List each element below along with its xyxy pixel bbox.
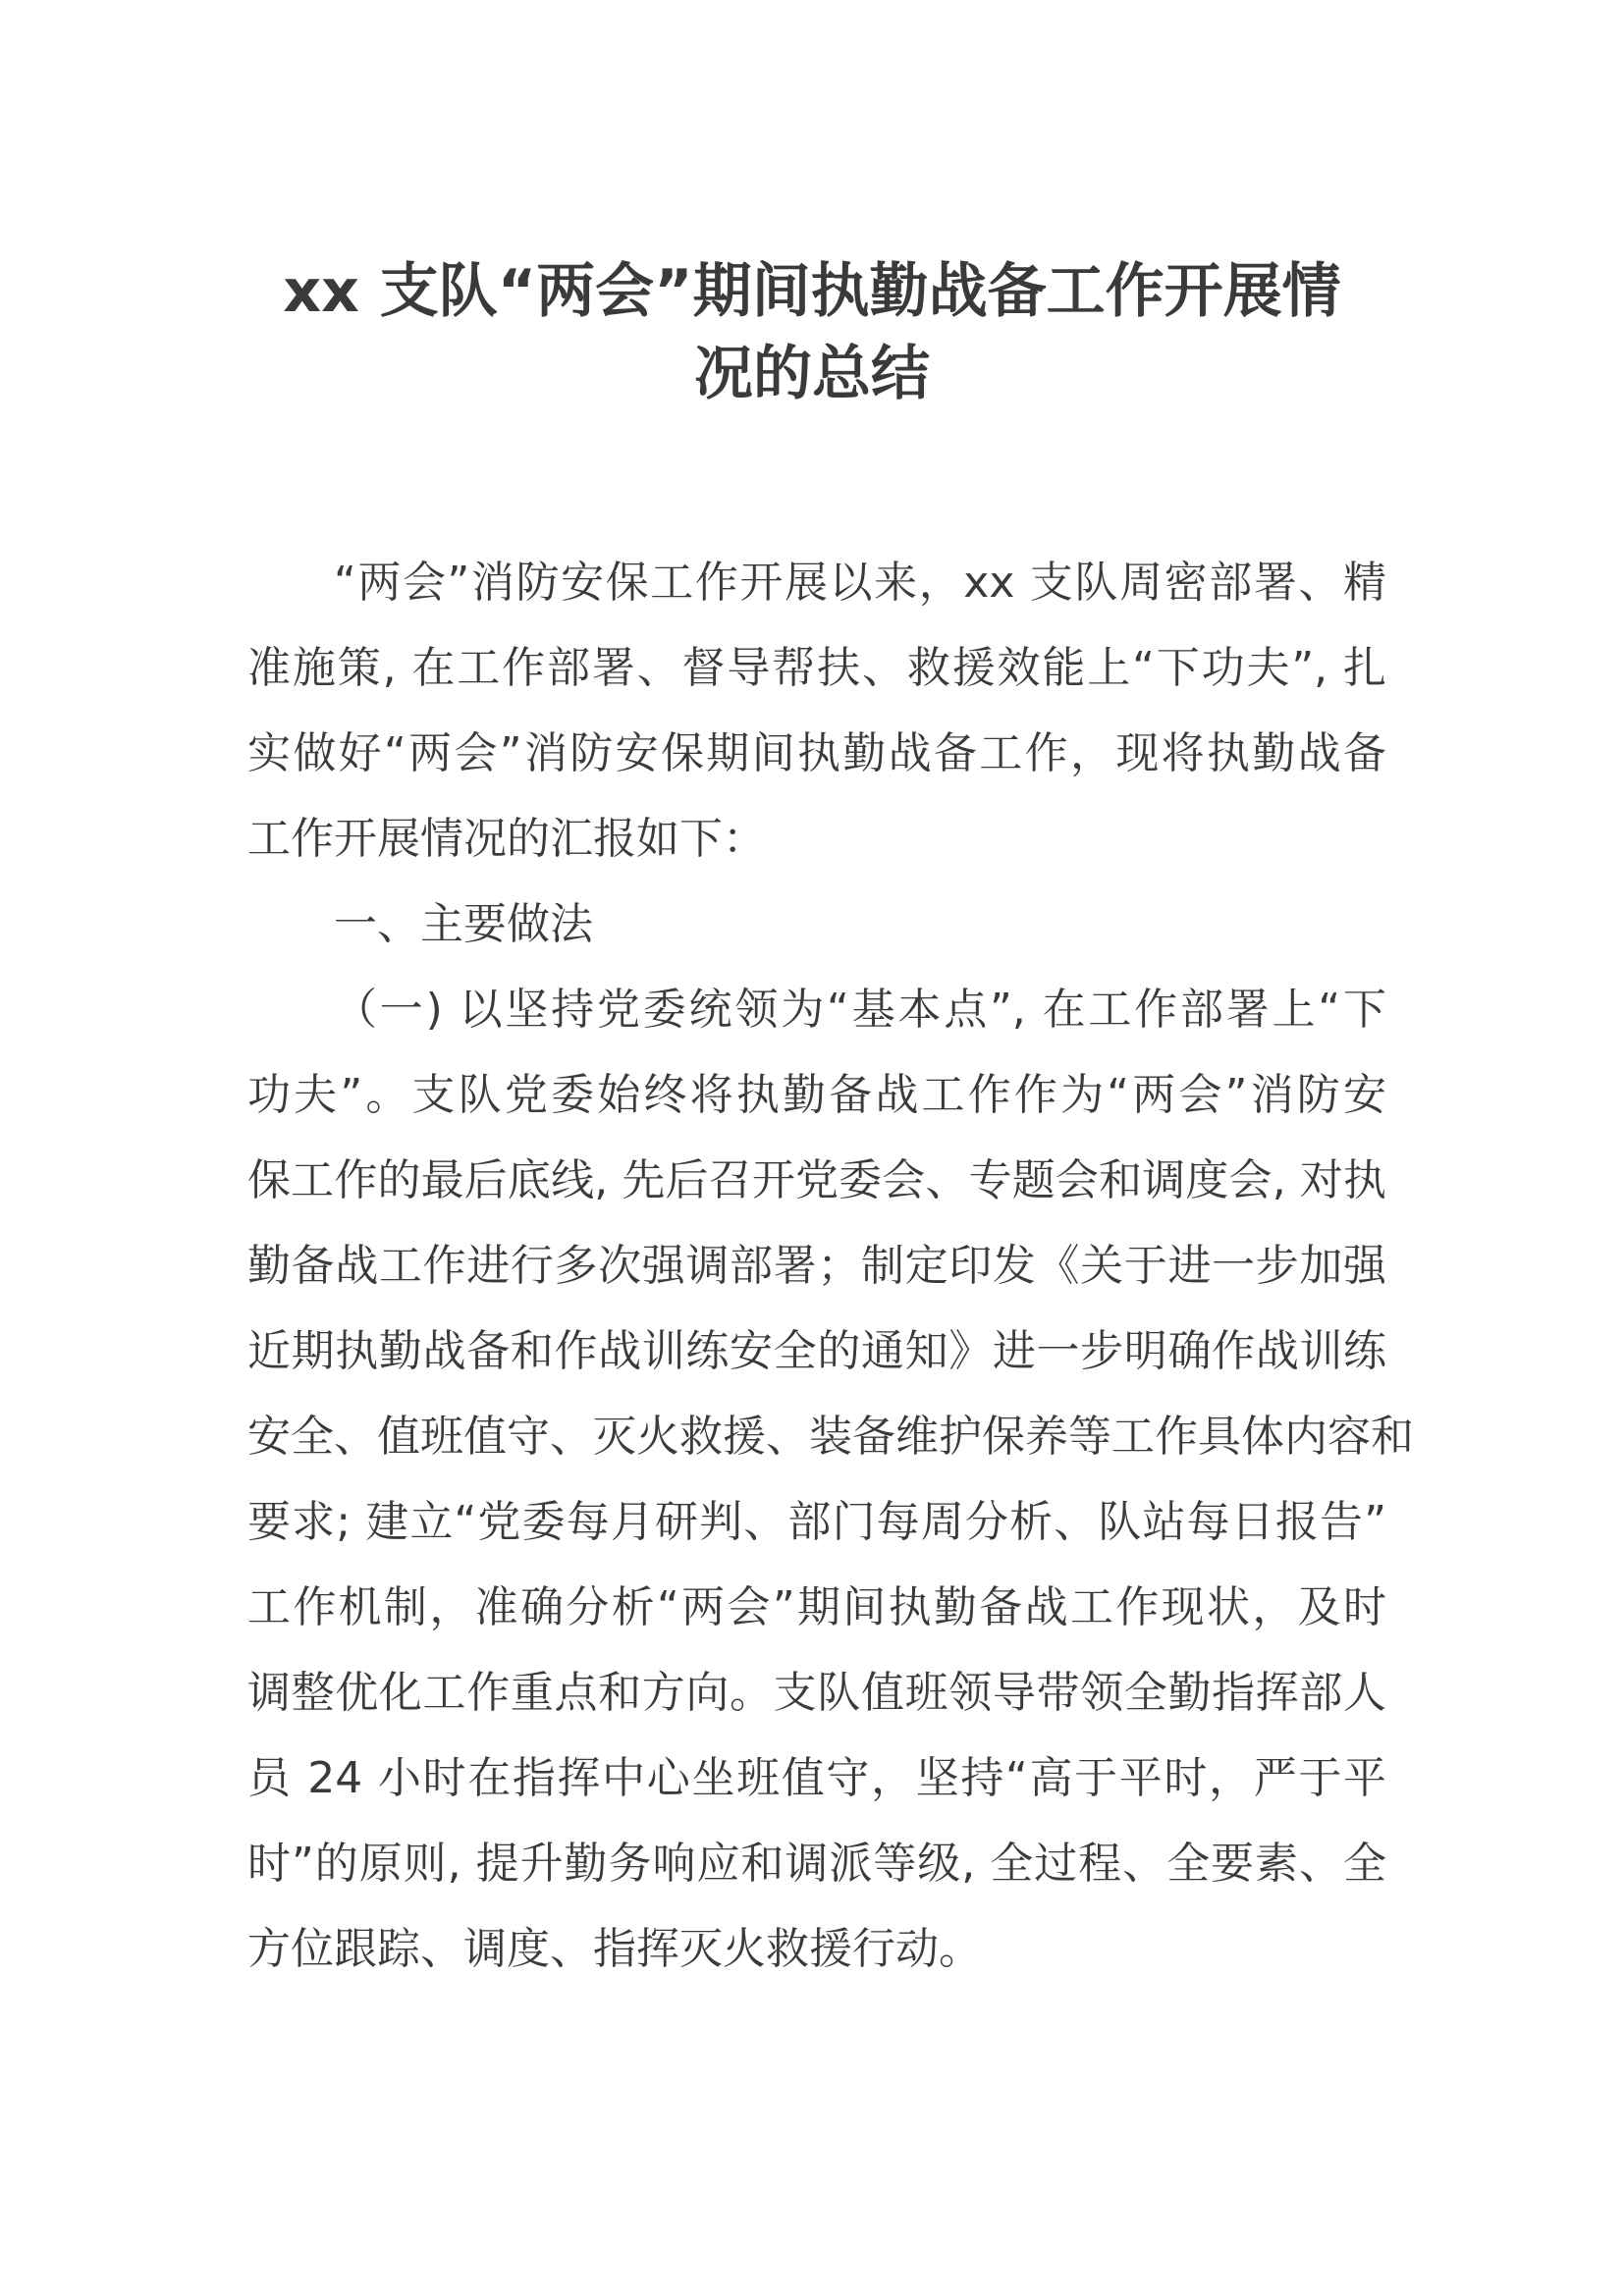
text-line: 准施策, 在工作部署、督导帮扶、救援效能上“下功夫”, 扎 xyxy=(247,643,1386,693)
title-line: 况的总结 xyxy=(694,340,930,408)
text-line: 功夫”。支队党委始终将执勤备战工作作为“两会”消防安 xyxy=(247,1070,1386,1120)
text-line: “两会”消防安保工作开展以来，xx 支队周密部署、精 xyxy=(334,558,1386,608)
text-line: 勤备战工作进行多次强调部署；制定印发《关于进一步加强 xyxy=(247,1241,1386,1291)
document-body xyxy=(247,540,1414,1992)
text-line: 保工作的最后底线, 先后召开党委会、专题会和调度会, 对执 xyxy=(247,1155,1386,1205)
text-line: 近期执勤战备和作战训练安全的通知》进一步明确作战训练 xyxy=(247,1326,1386,1376)
text-line: 要求; 建立“党委每月研判、部门每周分析、队站每日报告” xyxy=(247,1497,1386,1547)
intro-paragraph xyxy=(247,540,1386,881)
text-line: 工作开展情况的汇报如下： xyxy=(247,814,766,864)
section-paragraph xyxy=(247,967,1414,1992)
document-title xyxy=(196,250,1428,415)
text-line: 实做好“两会”消防安保期间执勤战备工作，现将执勤战备 xyxy=(247,728,1386,778)
text-line: 员 24 小时在指挥中心坐班值守，坚持“高于平时，严于平 xyxy=(247,1753,1386,1803)
text-line: 调整优化工作重点和方向。支队值班领导带领全勤指挥部人 xyxy=(247,1668,1386,1718)
text-line: 工作机制，准确分析“两会”期间执勤备战工作现状，及时 xyxy=(247,1582,1386,1632)
text-line: 安全、值班值守、灭火救援、装备维护保养等工作具体内容和 xyxy=(247,1412,1414,1462)
text-line: 时”的原则, 提升勤务响应和调派等级, 全过程、全要素、全 xyxy=(247,1839,1386,1889)
text-line: 方位跟踪、调度、指挥灭火救援行动。 xyxy=(247,1924,982,1974)
section-heading: 一、主要做法 xyxy=(334,899,593,949)
title-line: xx 支队“两会”期间执勤战备工作开展情 xyxy=(283,257,1341,326)
text-line: （一) 以坚持党委统领为“基本点”, 在工作部署上“下 xyxy=(334,985,1386,1035)
